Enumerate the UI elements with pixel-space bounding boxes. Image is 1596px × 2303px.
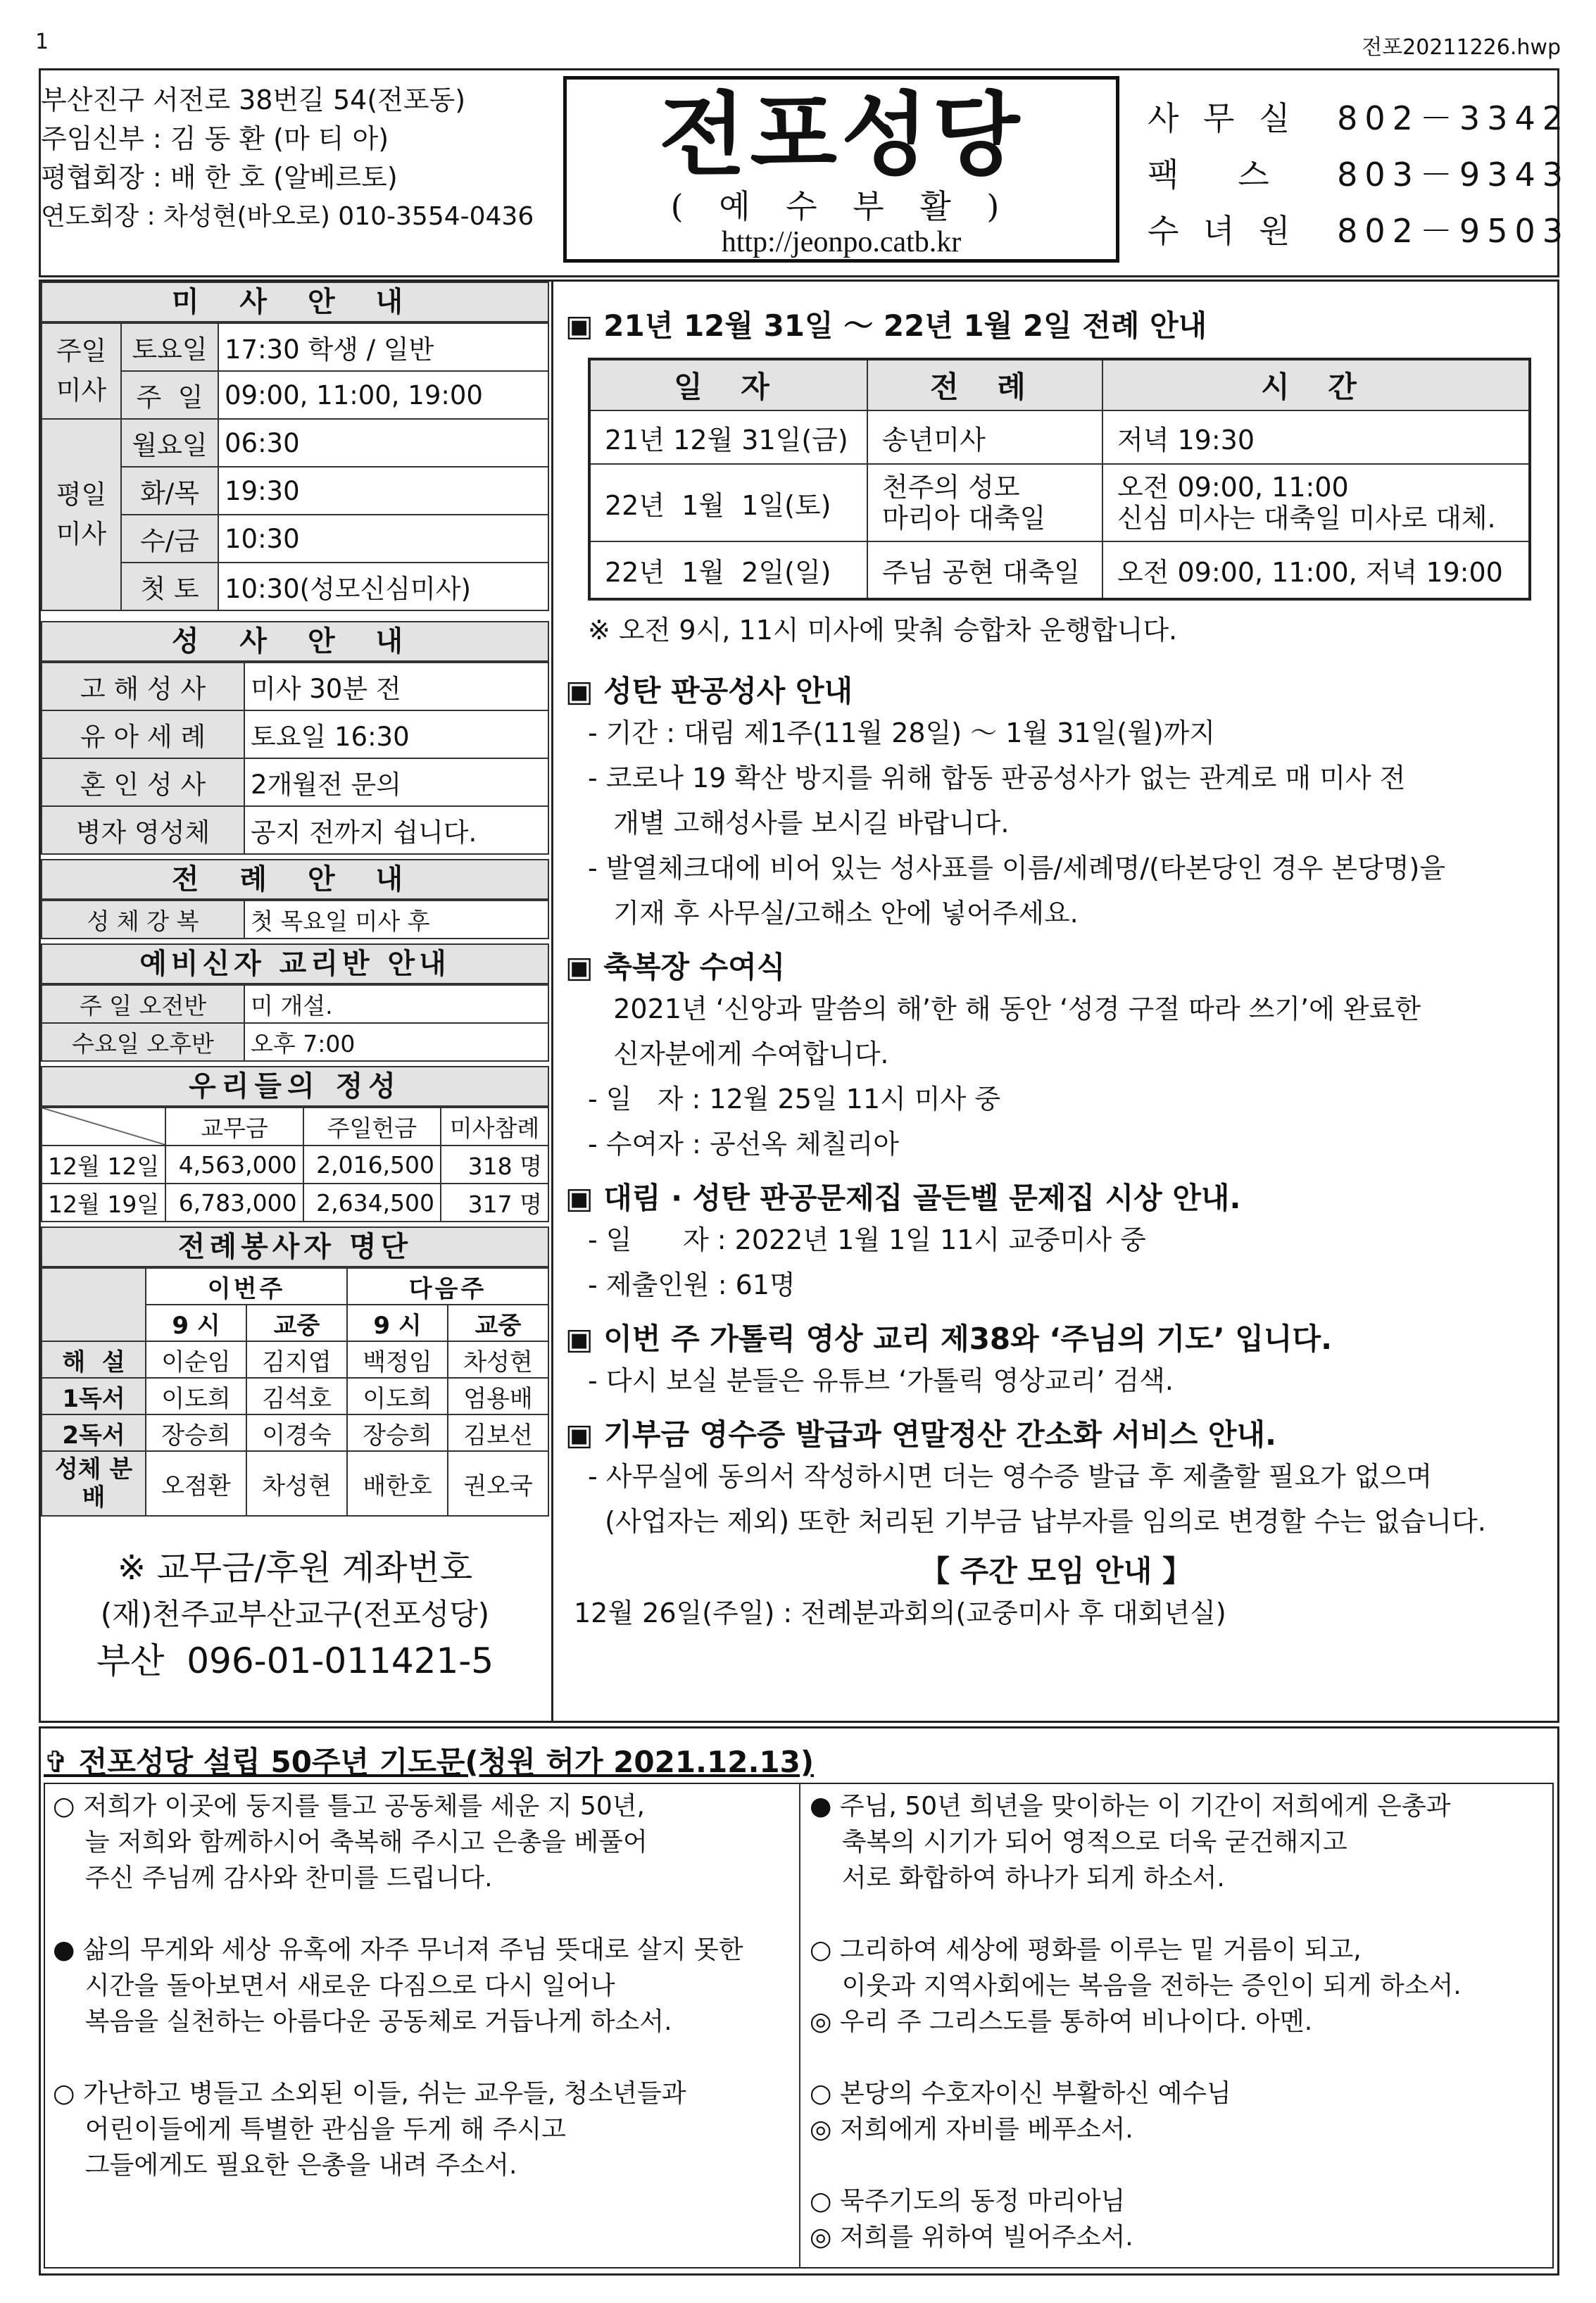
award-line: - 일 자 : 12월 25일 11시 미사 중 xyxy=(588,1084,1001,1115)
table-row xyxy=(42,1268,548,1305)
table-row xyxy=(42,1341,548,1378)
time-cell: 17:30 학생 / 일반 xyxy=(218,323,548,371)
sacraments-table xyxy=(41,662,549,855)
parish-title: 전포성당 xyxy=(658,82,1024,188)
table-row xyxy=(42,1023,548,1061)
schedule-table xyxy=(588,358,1531,601)
schedule-note: ※ 오전 9시, 11시 미사에 맞춰 승합차 운행합니다. xyxy=(588,615,1178,646)
right-column xyxy=(560,303,1552,1636)
date-cell: 21년 12월 31일(금) xyxy=(589,410,867,464)
account-number: 부산 096-01-011421-5 xyxy=(96,1640,494,1681)
name-cell: 이도희 xyxy=(347,1378,448,1414)
liturgy-heading: 전 례 안 내 xyxy=(41,859,549,900)
confession-line: 개별 고해성사를 보시길 바랍니다. xyxy=(588,808,1010,839)
name-cell: 오점환 xyxy=(146,1451,246,1516)
prayer-line: 늘 저희와 함께하시어 축복해 주시고 은총을 베풀어 xyxy=(53,1828,648,1857)
left-column xyxy=(41,282,549,1684)
rite-cell: 주님 공현 대축일 xyxy=(867,541,1102,599)
catechism-title: ▣ 이번 주 가톨릭 영상 교리 제38와 ‘주님의 기도’ 입니다. xyxy=(565,1322,1333,1356)
parish-info xyxy=(41,81,555,236)
table-row xyxy=(42,1146,548,1184)
time-cell: 오전 09:00, 11:00, 저녁 19:00 xyxy=(1102,541,1530,599)
table-row xyxy=(589,464,1530,541)
time-cell: 10:30(성모신심미사) xyxy=(218,563,548,610)
name-cell: 김지엽 xyxy=(246,1341,347,1378)
weekday-mass-label: 평일 미사 xyxy=(42,419,121,610)
sacraments-heading: 성 사 안 내 xyxy=(41,621,549,662)
receipt-line: - 사무실에 동의서 작성하시면 더는 영수증 발급 후 제출할 필요가 없으며 xyxy=(588,1461,1433,1492)
table-row xyxy=(589,410,1530,464)
value-cell: 첫 목요일 미사 후 xyxy=(244,901,548,939)
table-row xyxy=(42,710,548,758)
time-cell: 10:30 xyxy=(218,515,548,563)
account-holder: (재)천주교부산교구(전포성당) xyxy=(100,1597,490,1631)
schedule-title: ▣ 21년 12월 31일 ～ 22년 1월 2일 전례 안내 xyxy=(565,308,1207,343)
value-cell: 공지 전까지 쉽니다. xyxy=(244,806,548,854)
prayer-title: ✞ 전포성당 설립 50주년 기도문(청원 허가 2021.12.13) xyxy=(44,1745,815,1779)
date-cell: 12월 19일 xyxy=(42,1184,165,1222)
parish-url[interactable]: http://jeonpo.catb.kr xyxy=(721,226,962,258)
time-cell: 오전 09:00, 11:00 신심 미사는 대축일 미사로 대체. xyxy=(1102,464,1530,541)
day-cell: 화/목 xyxy=(121,467,218,515)
value-cell: 토요일 16:30 xyxy=(244,710,548,758)
meeting-title: 【 주간 모임 안내 】 xyxy=(920,1554,1192,1588)
catechumen-table xyxy=(41,984,549,1062)
role-cell: 해 설 xyxy=(42,1341,146,1378)
value-cell: 2개월전 문의 xyxy=(244,758,548,806)
name-cell: 차성현 xyxy=(448,1341,548,1378)
table-row xyxy=(42,758,548,806)
confession-line: - 발열체크대에 비어 있는 성사표를 이름/세례명/(타본당인 경우 본당명)을 xyxy=(588,853,1446,884)
prayer-line: ○ 묵주기도의 동정 마리아님 xyxy=(810,2187,1126,2216)
spacer xyxy=(810,2040,1549,2076)
prayer-line: 서로 화합하여 하나가 되게 하소서. xyxy=(810,1864,1225,1893)
table-row xyxy=(42,323,548,371)
offering-table xyxy=(41,1107,549,1222)
sodality-chair: 연도회장 : 차성현(바오로) 010-3554-0436 xyxy=(41,202,534,231)
prayer-line: 복음을 실천하는 아름다운 공동체로 거듭나게 하소서. xyxy=(53,2007,672,2036)
value-cell: 오후 7:00 xyxy=(244,1023,548,1061)
title-box xyxy=(563,76,1119,263)
confession-title: ▣ 성탄 판공성사 안내 xyxy=(565,674,853,708)
time-cell: 09:00, 11:00, 19:00 xyxy=(218,371,548,419)
spacer xyxy=(810,2147,1549,2183)
name-cell: 이순임 xyxy=(146,1341,246,1378)
account-box xyxy=(41,1545,549,1684)
receipt-title: ▣ 기부금 영수증 발급과 연말정산 간소화 서비스 안내. xyxy=(565,1417,1277,1452)
confession-line: - 코로나 19 확산 방지를 위해 합동 판공성사가 없는 관계로 매 미사 전 xyxy=(588,763,1406,793)
table-row xyxy=(42,1107,548,1146)
value-cell: 4,563,000 xyxy=(165,1146,303,1184)
volunteers-table xyxy=(41,1267,549,1517)
meeting-line: 12월 26일(주일) : 전례분과회의(교중미사 후 대회년실) xyxy=(574,1598,1226,1629)
column-header: 9 시 xyxy=(146,1305,246,1341)
prayer-right xyxy=(810,1788,1549,2255)
contact-fax: 팩 스 803－9343 xyxy=(1148,156,1570,194)
time-cell: 저녁 19:30 xyxy=(1102,410,1530,464)
name-cell: 엄용배 xyxy=(448,1378,548,1414)
contact-convent: 수 녀 원 802－9503 xyxy=(1148,212,1570,250)
value-cell: 미 개설. xyxy=(244,985,548,1023)
name-cell: 권오국 xyxy=(448,1451,548,1516)
prayer-line: ◎ 저희를 위하여 빌어주소서. xyxy=(810,2223,1133,2252)
name-cell: 병자 영성체 xyxy=(42,806,244,854)
award-line: - 수여자 : 공선옥 체칠리아 xyxy=(588,1129,899,1160)
name-cell: 이경숙 xyxy=(246,1414,347,1451)
prayer-line: 이웃과 지역사회에는 복음을 전하는 증인이 되게 하소서. xyxy=(810,1971,1462,2000)
column-header: 교무금 xyxy=(165,1107,303,1146)
column-divider xyxy=(551,280,553,1723)
prayer-line: ○ 그리하여 세상에 평화를 이루는 밑 거름이 되고, xyxy=(810,1935,1362,1964)
time-cell: 06:30 xyxy=(218,419,548,467)
name-cell: 성 체 강 복 xyxy=(42,901,244,939)
table-row xyxy=(42,1451,548,1516)
goldenbell-line: - 일 자 : 2022년 1월 1일 11시 교중미사 중 xyxy=(588,1224,1146,1255)
confession-line: 기재 후 사무실/고해소 안에 넣어주세요. xyxy=(588,898,1079,929)
column-header: 시 간 xyxy=(1102,359,1530,410)
name-cell: 김보선 xyxy=(448,1414,548,1451)
this-week-header: 이번주 xyxy=(146,1268,347,1305)
value-cell: 6,783,000 xyxy=(165,1184,303,1222)
address: 부산진구 서전로 38번길 54(전포동) xyxy=(41,84,466,115)
value-cell: 미사 30분 전 xyxy=(244,663,548,710)
value-cell: 2,634,500 xyxy=(303,1184,441,1222)
sunday-mass-label: 주일 미사 xyxy=(42,323,121,419)
contact-office: 사 무 실 802－3342 xyxy=(1148,99,1570,137)
award-line: 신자분에게 수여합니다. xyxy=(588,1038,889,1069)
day-cell: 수/금 xyxy=(121,515,218,563)
account-title: ※ 교무금/후원 계좌번호 xyxy=(117,1548,473,1588)
time-cell: 19:30 xyxy=(218,467,548,515)
prayer-line: ● 주님, 50년 희년을 맞이하는 이 기간이 저희에게 은총과 xyxy=(810,1792,1451,1821)
mass-table xyxy=(41,322,549,611)
name-cell: 이도희 xyxy=(146,1378,246,1414)
spacer xyxy=(810,1896,1549,1932)
prayer-line: ○ 가난하고 병들고 소외된 이들, 쉬는 교우들, 청소년들과 xyxy=(53,2079,686,2108)
page-number: 1 xyxy=(35,30,49,54)
role-cell: 2독서 xyxy=(42,1414,146,1451)
column-header: 9 시 xyxy=(347,1305,448,1341)
name-cell: 백정임 xyxy=(347,1341,448,1378)
name-cell: 장승희 xyxy=(347,1414,448,1451)
prayer-line: ○ 저희가 이곳에 둥지를 틀고 공동체를 세운 지 50년, xyxy=(53,1792,645,1821)
pastor: 주임신부 : 김 동 환 (마 티 아) xyxy=(41,123,389,154)
day-cell: 월요일 xyxy=(121,419,218,467)
mass-heading: 미 사 안 내 xyxy=(41,282,549,322)
table-row xyxy=(589,541,1530,599)
prayer-line: ◎ 우리 주 그리스도를 통하여 비나이다. 아멘. xyxy=(810,2007,1313,2036)
role-cell: 성체 분배 xyxy=(42,1451,146,1516)
date-cell: 12월 12일 xyxy=(42,1146,165,1184)
prayer-line: 그들에게도 필요한 은총을 내려 주소서. xyxy=(53,2151,517,2180)
table-row xyxy=(42,1184,548,1222)
table-row xyxy=(42,1378,548,1414)
name-cell: 고 해 성 사 xyxy=(42,663,244,710)
next-week-header: 다음주 xyxy=(347,1268,548,1305)
column-header: 주일헌금 xyxy=(303,1107,441,1146)
award-line: 2021년 ‘신앙과 말씀의 해’한 해 동안 ‘성경 구절 따라 쓰기’에 완료한 xyxy=(588,993,1421,1024)
spacer xyxy=(53,1896,792,1932)
table-row xyxy=(42,901,548,939)
column-header: 미사참례 xyxy=(441,1107,548,1146)
name-cell: 장승희 xyxy=(146,1414,246,1451)
day-cell: 주 일 xyxy=(121,371,218,419)
diagonal-cell xyxy=(42,1107,165,1146)
parish-subtitle: ( 예 수 부 활 ) xyxy=(670,187,1012,225)
prayer-line: 시간을 돌아보면서 새로운 다짐으로 다시 일어나 xyxy=(53,1971,615,2000)
name-cell: 유 아 세 례 xyxy=(42,710,244,758)
role-cell: 1독서 xyxy=(42,1378,146,1414)
day-cell: 토요일 xyxy=(121,323,218,371)
day-cell: 첫 토 xyxy=(121,563,218,610)
receipt-line: (사업자는 제외) 또한 처리된 기부금 납부자를 임의로 변경할 수는 없습니다. xyxy=(588,1506,1486,1537)
table-row xyxy=(42,985,548,1023)
file-name: 전포20211226.hwp xyxy=(1362,35,1561,60)
council-chair: 평협회장 : 배 한 호 (알베르토) xyxy=(41,162,398,193)
table-row xyxy=(42,663,548,710)
spacer xyxy=(53,2040,792,2076)
column-header: 교중 xyxy=(246,1305,347,1341)
offering-heading: 우리들의 정성 xyxy=(41,1066,549,1107)
date-cell: 22년 1월 2일(일) xyxy=(589,541,867,599)
prayer-line: ● 삶의 무게와 세상 유혹에 자주 무너져 주님 뜻대로 살지 못한 xyxy=(53,1935,743,1964)
goldenbell-line: - 제출인원 : 61명 xyxy=(588,1269,796,1300)
prayer-divider xyxy=(799,1783,800,2269)
date-cell: 22년 1월 1일(토) xyxy=(589,464,867,541)
rite-cell: 천주의 성모 마리아 대축일 xyxy=(867,464,1102,541)
value-cell: 317 명 xyxy=(441,1184,548,1222)
prayer-line: 축복의 시기가 되어 영적으로 더욱 굳건해지고 xyxy=(810,1828,1347,1857)
prayer-line: 어린이들에게 특별한 관심을 두게 해 주시고 xyxy=(53,2115,566,2144)
name-cell: 혼 인 성 사 xyxy=(42,758,244,806)
prayer-line: 주신 주님께 감사와 찬미를 드립니다. xyxy=(53,1864,493,1893)
column-header: 전 례 xyxy=(867,359,1102,410)
name-cell: 배한호 xyxy=(347,1451,448,1516)
table-row xyxy=(589,359,1530,410)
volunteers-heading: 전례봉사자 명단 xyxy=(41,1226,549,1267)
confession-line: - 기간 : 대림 제1주(11월 28일) ～ 1월 31일(월)까지 xyxy=(588,717,1216,748)
blank-cell xyxy=(42,1268,146,1341)
name-cell: 수요일 오후반 xyxy=(42,1023,244,1061)
contact-list xyxy=(1148,90,1570,259)
column-header: 일 자 xyxy=(589,359,867,410)
rite-cell: 송년미사 xyxy=(867,410,1102,464)
award-title: ▣ 축복장 수여식 xyxy=(565,950,786,984)
prayer-left xyxy=(53,1788,792,2183)
table-row xyxy=(42,419,548,467)
value-cell: 318 명 xyxy=(441,1146,548,1184)
name-cell: 차성현 xyxy=(246,1451,347,1516)
table-row xyxy=(42,1414,548,1451)
column-header: 교중 xyxy=(448,1305,548,1341)
prayer-line: ◎ 저희에게 자비를 베푸소서. xyxy=(810,2115,1133,2144)
catechumen-heading: 예비신자 교리반 안내 xyxy=(41,943,549,984)
liturgy-table xyxy=(41,900,549,939)
prayer-line: ○ 본당의 수호자이신 부활하신 예수님 xyxy=(810,2079,1231,2108)
value-cell: 2,016,500 xyxy=(303,1146,441,1184)
name-cell: 김석호 xyxy=(246,1378,347,1414)
table-row xyxy=(42,806,548,854)
catechism-line: - 다시 보실 분들은 유튜브 ‘가톨릭 영상교리’ 검색. xyxy=(588,1365,1174,1396)
name-cell: 주 일 오전반 xyxy=(42,985,244,1023)
goldenbell-title: ▣ 대림 · 성탄 판공문제집 골든벨 문제집 시상 안내. xyxy=(565,1181,1241,1215)
